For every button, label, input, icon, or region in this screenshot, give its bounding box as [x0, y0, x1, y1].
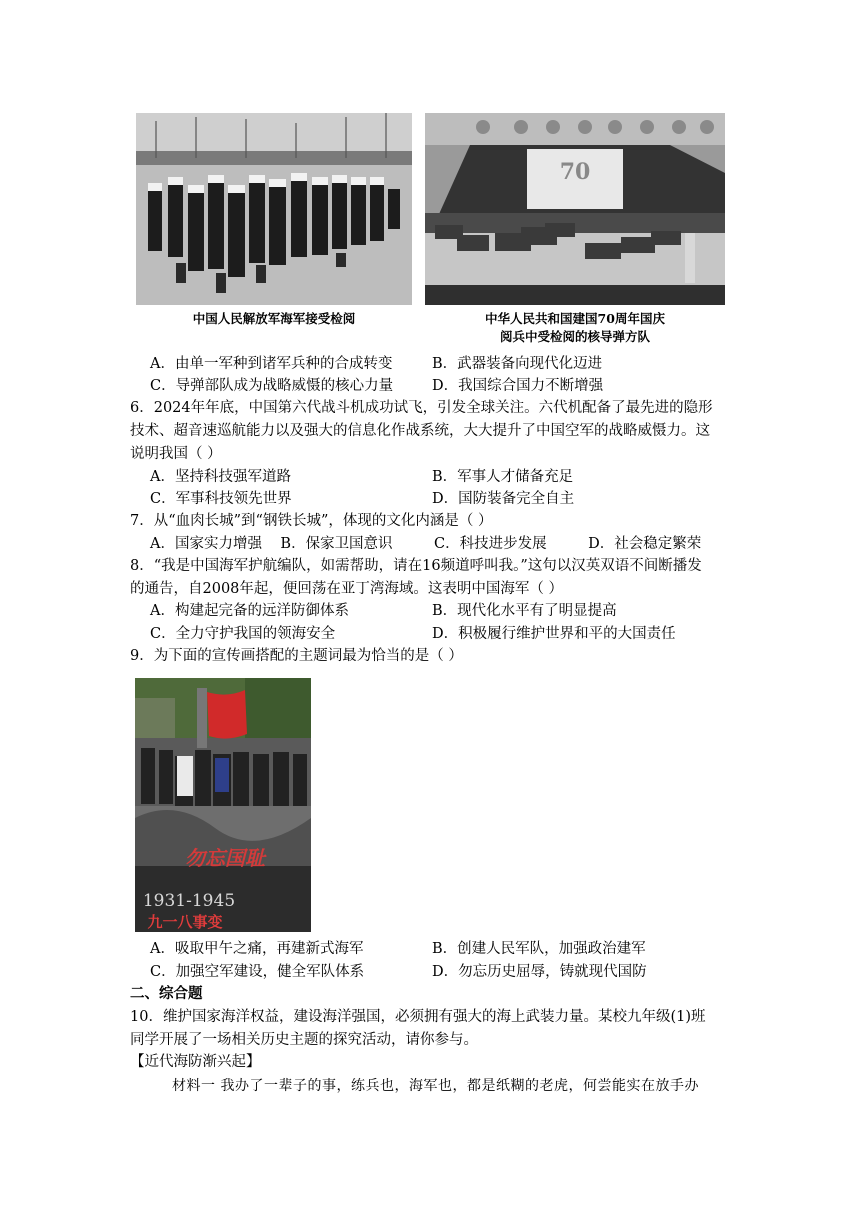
q9-option-b: B．创建人民军队，加强政治建军	[432, 941, 646, 957]
propaganda-poster	[135, 678, 311, 932]
poster-event: 九一八事变	[147, 913, 223, 931]
q8-option-c: C．全力守护我国的领海安全	[150, 626, 336, 642]
q10-stem-line2: 同学开展了一场相关历史主题的探究活动，请你参与。	[130, 1032, 478, 1048]
q6-option-b: B．军事人才储备充足	[432, 469, 574, 485]
q5-option-d: D．我国综合国力不断增强	[432, 378, 604, 394]
q8-stem-line2: 的通告，自2008年起，便回荡在亚丁湾海域。这表明中国海军（ ）	[130, 581, 564, 597]
q8-option-a: A．构建起完备的远洋防御体系	[150, 603, 349, 619]
q7-options: A．国家实力增强 B．保家卫国意识 C．科技进步发展 D．社会稳定繁荣	[150, 536, 702, 552]
q8-option-d: D．积极履行维护世界和平的大国责任	[432, 626, 676, 642]
q6-option-a: A．坚持科技强军道路	[150, 469, 291, 485]
q9-option-a: A．吸取甲午之痛，再建新式海军	[150, 941, 364, 957]
q8-option-b: B．现代化水平有了明显提高	[432, 603, 617, 619]
subsection-heading: 【近代海防渐兴起】	[130, 1054, 261, 1070]
poster-slogan: 勿忘国耻	[185, 846, 265, 870]
missile-parade-photo	[425, 113, 725, 305]
navy-photo-caption: 中国人民解放军海军接受检阅	[192, 311, 356, 326]
navy-parade-image	[136, 113, 412, 305]
q5-option-c: C．导弹部队成为战略威慑的核心力量	[150, 378, 394, 394]
missile-photo-caption-line1: 中华人民共和国建国70周年国庆	[485, 311, 665, 326]
q10-stem-line1: 10．维护国家海洋权益，建设海洋强国，必须拥有强大的海上武装力量。某校九年级(1)班	[130, 1009, 706, 1025]
q6-option-c: C．军事科技领先世界	[150, 491, 292, 507]
q8-stem-line1: 8．“我是中国海军护航编队，如需帮助，请在16频道呼叫我。”这句以汉英双语不间断播发	[130, 558, 702, 574]
poster-years: 1931-1945	[142, 891, 236, 911]
q9-option-d: D．勿忘历史屈辱，铸就现代国防	[432, 964, 647, 980]
q6-stem-line1: 6．2024年年底，中国第六代战斗机成功试飞，引发全球关注。六代机配备了最先进的隐形	[130, 400, 713, 416]
q7-stem: 7．从“血肉长城”到“钢铁长城”，体现的文化内涵是（ ）	[130, 513, 493, 529]
missile-parade-image	[425, 113, 725, 305]
material-one: 材料一 我办了一辈子的事，练兵也，海军也，都是纸糊的老虎，何尝能实在放手办	[172, 1078, 699, 1094]
q9-option-c: C．加强空军建设，健全军队体系	[150, 964, 365, 980]
screen-number: 70	[559, 159, 591, 185]
propaganda-poster-image	[135, 678, 311, 932]
navy-parade-photo	[136, 113, 412, 305]
q5-option-b: B．武器装备向现代化迈进	[432, 356, 603, 372]
q6-option-d: D．国防装备完全自主	[432, 491, 575, 507]
q6-stem-line3: 说明我国（ ）	[130, 446, 222, 462]
q9-stem: 9．为下面的宣传画搭配的主题词最为恰当的是（ ）	[130, 648, 463, 664]
section-heading: 二、综合题	[130, 985, 203, 1002]
q6-stem-line2: 技术、超音速巡航能力以及强大的信息化作战系统，大大提升了中国空军的战略威慑力。这	[130, 423, 710, 439]
q5-option-a: A．由单一军种到诸军兵种的合成转变	[150, 356, 393, 372]
missile-photo-caption-line2: 阅兵中受检阅的核导弹方队	[499, 329, 650, 344]
